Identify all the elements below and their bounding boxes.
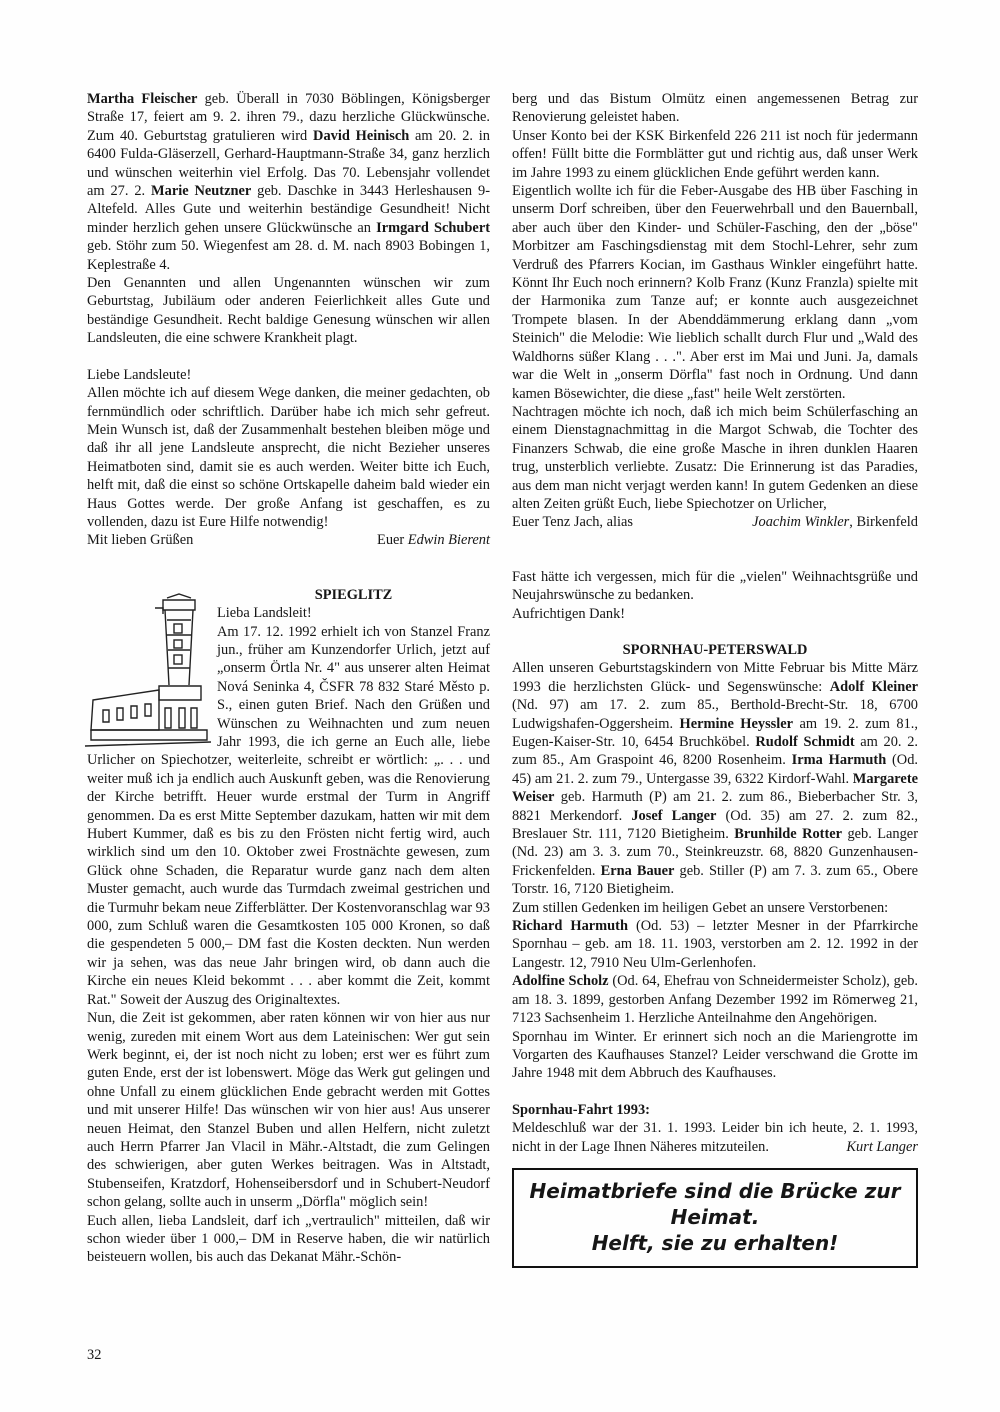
person-name: Irmgard Schubert xyxy=(376,219,490,236)
thanks-paragraph: Fast hätte ich vergessen, mich für die „vielen" Weihnachtsgrüße und Neujahrswünsche zu bedanken. xyxy=(512,568,918,604)
closing-text: Mit lieben Grüßen xyxy=(87,532,194,549)
signature: Euer Edwin Bierent xyxy=(377,532,490,549)
winter-paragraph: Spornhau im Winter. Er erinnert sich noch an die Mariengrotte im Vorgarten des Kaufhauses Stanzel? Leider verschwand die Grotte im Jahre 1948 mit dem Abbruch des Kaufhauses. xyxy=(512,1028,918,1082)
person-name: Rudolf Schmidt xyxy=(755,734,855,750)
text-run: geb. Stöhr zum 50. Wiegenfest am 28. d. M. nach 8903 Bobingen 1, Keplestraße 4. xyxy=(87,238,490,273)
fahrt-title: Spornhau-Fahrt 1993: xyxy=(512,1101,650,1118)
text-run: (Od. 35) am 27. 2. zum 82., Breslauer Str. 111, 7120 Bietigheim. xyxy=(512,807,918,843)
wishes-paragraph: Den Genannten und allen Ungenannten wünschen wir zum Geburtstag, Jubiläum oder anderen Feierlichkeit alles Gute und beständige Gesundheit. Recht baldige Genesung wünschen wir allen Landsleuten, die eine schwere Krankheit plagt. xyxy=(87,275,490,347)
spieglitz-body-1: Am 17. 12. 1992 erhielt ich von Stanzel Franz jun., früher am Kunzendorfer Urlich, jetzt auf „onserm Örtla Nr. 4" aus unserer alten Heimat Nová Seninka 4, ČSFR 78 832 Staré Město p. S., einen guten Brief. Nach den Grüßen und Wünschen zu Weihnachten und zum neuen Jahr 1993, die ich gerne an Euch alle, liebe Urlicher on Spiechotzer, weiterleite, schreibt er wörtlich: „. . . und weiter muß ich ja endlich auch Auskunft geben, was die Renovierung der Kirche betrifft. Heuer wurde erstmal der Turm in Angriff genommen. Da es erst Mitte September dazukam, hatten wir mit dem Hubert Kummer, daß es bis zu den Frösten nicht fertig wird, auch wirklich sind um den 10. Oktober zwei Frostnächte gewesen, zum Glück ohne Schaden, die Reparatur wurde ganz nach dem alten Muster gemacht, auch wurde das Turmdach zweimal gestrichen und die Turmuhr bekam neue Zifferblätter. Der Kostenvoranschlag war 93 000, zum Schluß waren die Gesamtkosten 105 000 Kronen, so daß die gespendeten 5 000,– DM fast die Kosten deckten. Nun werden wir ja sehen, was das neue Jahr bringen wird, ob dann auch die Kirche ein neues Kleid bekommt . . . aber kommt die Zeit, kommt Rat." Soweit der Auszug des Originaltextes. xyxy=(87,623,490,1008)
text-run: am 20. 2. in 6400 Fulda-Gläserzell, Gerhard-Hauptmann-Straße 34, ganz herzlich und wünschen weiterhin viel Erfolg. Das 70. Lebensjahr vollendet am 27. 2. xyxy=(87,127,490,200)
ad-line-2: Helft, sie zu erhalten! xyxy=(591,1230,839,1255)
text-run: geb. Überall in 7030 Böblingen, Königsberger Straße 17, feiert am 9. 2. ihren 79., dazu herzliche Glückwünsche. Zum 40. Geburtstag gratulieren wird xyxy=(87,91,490,144)
signature-row xyxy=(87,531,490,549)
person-name: Irma Harmuth xyxy=(791,752,887,769)
page-number: 32 xyxy=(87,1347,102,1363)
account-paragraph: Unser Konto bei der KSK Birkenfeld 226 211 ist noch für jedermann offen! Füllt bitte die Formblätter gut und richtig aus, daß unser Werk im Jahre 1993 zu einem glücklichen Ende geführt werden kann. xyxy=(512,127,918,181)
spieglitz-title: SPIEGLITZ xyxy=(314,586,393,603)
person-name: Richard Harmuth xyxy=(512,918,628,935)
person-name: Brunhilde Rotter xyxy=(734,826,843,843)
fahrt-body: Meldeschluß war der 31. 1. 1993. Leider bin ich heute, 2. 1. 1993, nicht in der Lage Ihnen Näheres mitzuteilen. Kurt Langer xyxy=(512,1120,918,1155)
text-run: (Od. 64, Ehefrau von Schneidermeister Scholz), geb. am 18. 3. 1899, gestorben Anfang Dezember 1992 im Römerweg 21, 7123 Sachsenheim 1. Herzliche Anteilnahme den Angehörigen. xyxy=(512,973,919,1027)
fasching-paragraph: Eigentlich wollte ich für die Feber-Ausgabe des HB über Fasching in unserm Dorf schreiben, über den Feuerwehrball und den Bauernball, aber auch über den Kinder- und Schüler-Fasching, den der „böse" Morbitzer am Faschingsdienstag mit dem Stochl-Lehrer, sehr zum Verdruß des Pfarrers Kocian, im Gasthaus Winkler eingeführt hatte. Könnt Ihr Euch noch erinnern? Kolb Franz (Kunz Franzla) spielte mit der Harmonika zum Tanze auf; er konnte auch ausgezeichnet Trompete blasen. In der Abenddämmerung erklang dann „vom Steinich" die Melodie: Wie lieblich schallt durch Flur und „Wald des Waldhorns süßer Klang . . .". Aber erst im Mai und Juni. Ja, damals war die Welt in „onserm Dörfla" fast noch in Ordnung. Und dann kamen Bösewichter, die diese „fast" heile Welt zerstörten. xyxy=(512,183,918,402)
person-name: Adolfine Scholz xyxy=(512,973,609,990)
text-run: geb. Harmuth (P) am 21. 2. zum 86., Bieberbacher Str. 3, 8821 Merkendorf. xyxy=(512,789,918,824)
salutation: Liebe Landsleute! xyxy=(87,366,192,383)
left-column xyxy=(87,90,490,1267)
memorial-1 xyxy=(512,917,918,972)
text-run: (Od. 45) am 21. 2. zum 79., Untergasse 39, 6322 Kirdorf-Wahl. xyxy=(512,752,918,787)
person-name: Marie Neutzner xyxy=(151,183,252,200)
church-tower-illustration xyxy=(83,590,213,750)
spornhau-birthdays xyxy=(512,659,918,898)
person-name: Erna Bauer xyxy=(600,862,675,879)
text-run: geb. Stiller (P) am 7. 3. zum 65., Obere Torstr. 16, 7120 Bietigheim. xyxy=(512,862,918,898)
person-name: Martha Fleischer xyxy=(87,91,198,107)
text-run: (Od. 53) – letzter Mesner in der Pfarrkirche Spornhau – geb. am 18. 11. 1903, verstorben am 2. 12. 1992 in der Langestr. 12, 7910 Neu Ulm-Gerlenhofen. xyxy=(512,918,918,971)
spieglitz-body-3: Euch allen, lieba Landsleit, darf ich „vertraulich" mitteilen, daß wir schon wieder über 1 000,– DM in Reserve haben, die wir natürlich beisteuern wollen, bis auch das Dekanat Mähr.-Schön- xyxy=(87,1212,490,1266)
sign-left: Euer Tenz Jach, alias xyxy=(512,514,633,531)
person-name: David Heinisch xyxy=(313,127,410,144)
spieglitz-section xyxy=(87,586,490,1267)
text-run: geb. Daschke in 3443 Herleshausen 9-Altefeld. Alles Gute und weiterhin beständige Gesundheit! Nicht minder herzlich gehen unsere Glückwünsche an xyxy=(87,183,490,236)
text-run: am 19. 2. zum 81., Eugen-Kaiser-Str. 10, 6454 Bruchköbel. xyxy=(512,715,918,750)
spieglitz-body-2: Nun, die Zeit ist gekommen, aber raten können wir von hier aus nur wenig, zureden mit einem Wort aus dem Lateinischen: Wer gut sein Werk beginnt, ei, der ist noch nicht zu loben; erst wer es führt zum guten Ende, erst der ist lobenswert. Möge das Werk gut gelingen und ohne Unfall zu einem glücklichen Ende gebracht werden mit Gottes und mit unserer Hilfe! Das wünschen wir von hier aus! Aus unserer neuen Heimat, den Stanzel Buben und allen Helfern, nicht zuletzt auch Herrn Pfarrer Jan Vlacil in Mähr.-Altstadt, die zum Gelingen des schwierigen, aber guten Werkes beitragen. Was in Altstadt, Stubenseifen, Kratzdorf, Hohenseibersdorf und in Schubert-Neudorf schon gelang, sollte auch in unserm „Dörfla" möglich sein! xyxy=(87,1010,490,1211)
thanks-line: Aufrichtigen Dank! xyxy=(512,605,626,622)
winkler-signature-row xyxy=(512,513,918,531)
text-run: geb. Langer (Nd. 23) am 3. 3. zum 70., Steinkreuzstr. 68, 8820 Gunzenhausen-Frickenfelden. xyxy=(512,826,918,879)
person-name: Adolf Kleiner xyxy=(829,678,918,695)
ad-box xyxy=(512,1168,918,1268)
person-name: Josef Langer xyxy=(631,807,717,824)
text-run: am 20. 2. zum 85., Am Graspoint 46, 8200 Rosenheim. xyxy=(512,734,918,769)
letter-paragraph: Allen möchte ich auf diesem Wege danken, die meiner gedachten, ob fernmündlich oder schriftlich. Darüber habe ich mich sehr gefreut. Mein Wunsch ist, daß der Zusammenhalt bestehen bleiben möge und daß ihr all jene Landsleute ansprecht, die nicht Bezieher unseres Heimatboten sind, damit sie es auch werden. Weiter bitte ich Euch, helft mit, daß die einst so schöne Ortskapelle daheim bald wieder ein Haus Gottes werde. Der große Anfang ist geschaffen, es zu vollenden, dazu ist Eure Hilfe notwendig! xyxy=(87,385,490,530)
birthday-paragraph xyxy=(87,90,490,274)
nachtrag-paragraph: Nachtragen möchte ich noch, daß ich mich beim Schülerfasching an einem Dienstagnachmittag in die Margot Schwab, die Tochter des Finanzers Schwab, die eine große Masche in ihren dunklen Haaren trug, unsterblich verliebte. Zusatz: Die Erinnerung ist das Paradies, aus dem man nicht verjagt werden kann! In gutem Gedenken an diese alten Zeiten grüßt Euch, liebe Spiechotzer on Urlicher, xyxy=(512,403,918,512)
memorial-intro: Zum stillen Gedenken im heiligen Gebet an unsere Verstorbenen: xyxy=(512,899,889,916)
winkler-signature: Joachim Winkler, Birkenfeld xyxy=(752,514,918,531)
person-name: Margarete Weiser xyxy=(512,770,918,806)
continuation-paragraph: berg und das Bistum Olmütz einen angemessenen Betrag zur Renovierung geleistet haben. xyxy=(512,91,918,126)
text-run: Allen unseren Geburtstagskindern von Mitte Februar bis Mitte März 1993 die herzlichsten Glück- und Segenswünsche: xyxy=(512,660,918,695)
spieglitz-greeting: Lieba Landsleit! xyxy=(217,605,312,622)
text-run: (Nd. 97) am 17. 2. zum 85., Berthold-Brecht-Str. 18, 6700 Ludwigshafen-Oggersheim. xyxy=(512,697,918,732)
spornhau-title: SPORNHAU-PETERSWALD xyxy=(622,641,808,658)
fahrt-signature: Kurt Langer xyxy=(846,1138,918,1155)
person-name: Hermine Heyssler xyxy=(679,715,794,732)
right-column xyxy=(512,90,918,1268)
ad-line-1: Heimatbriefe sind die Brücke zur Heimat. xyxy=(529,1178,901,1229)
memorial-2 xyxy=(512,972,918,1027)
